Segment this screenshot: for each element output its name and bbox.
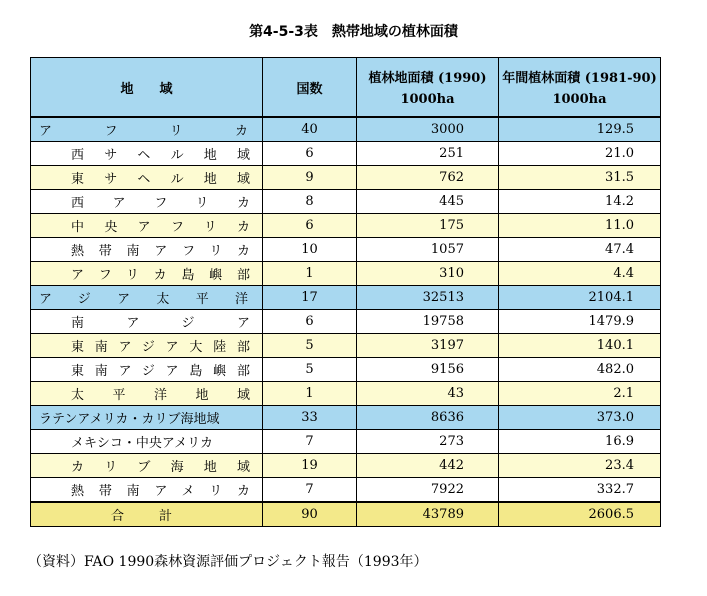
region-name-cell xyxy=(31,214,263,238)
subregion-row xyxy=(31,478,661,503)
annual-cell: 23.4 xyxy=(499,454,661,478)
header-area xyxy=(357,58,499,118)
header-area-title: 植林地面積 (1990) xyxy=(368,71,487,86)
region-name-cell xyxy=(31,166,263,190)
countries-cell: 1 xyxy=(263,382,357,406)
region-name-cell xyxy=(31,262,263,286)
region-name-cell xyxy=(31,190,263,214)
region-name: 東サヘル地域 xyxy=(71,172,250,187)
countries-cell: 17 xyxy=(263,286,357,310)
countries-cell: 33 xyxy=(263,406,357,430)
area-cell: 43 xyxy=(357,382,499,406)
region-name-cell xyxy=(31,358,263,382)
annual-cell: 14.2 xyxy=(499,190,661,214)
countries-cell: 10 xyxy=(263,238,357,262)
total-label-cell xyxy=(31,502,263,527)
region-name-cell xyxy=(31,310,263,334)
area-cell: 1057 xyxy=(357,238,499,262)
area-cell: 19758 xyxy=(357,310,499,334)
countries-cell: 5 xyxy=(263,334,357,358)
total-annual: 2606.5 xyxy=(499,502,661,527)
header-row xyxy=(31,58,661,118)
countries-cell: 7 xyxy=(263,430,357,454)
total-row xyxy=(31,502,661,527)
annual-cell: 129.5 xyxy=(499,117,661,142)
subregion-row xyxy=(31,238,661,262)
annual-cell: 11.0 xyxy=(499,214,661,238)
subregion-row xyxy=(31,430,661,454)
table-body xyxy=(31,117,661,527)
subregion-row xyxy=(31,334,661,358)
header-region: 地 域 xyxy=(31,58,263,118)
region-name-cell xyxy=(31,142,263,166)
subregion-row xyxy=(31,262,661,286)
header-annual-unit: 1000ha xyxy=(552,92,607,107)
region-name: ラテンアメリカ・カリブ海地域 xyxy=(39,412,220,427)
region-name: 太平洋地域 xyxy=(71,388,250,403)
reforestation-table xyxy=(30,57,661,527)
region-name: 中央アフリカ xyxy=(71,220,250,235)
annual-cell: 332.7 xyxy=(499,478,661,503)
countries-cell: 9 xyxy=(263,166,357,190)
annual-cell: 373.0 xyxy=(499,406,661,430)
region-name: 西アフリカ xyxy=(71,196,250,211)
countries-cell: 7 xyxy=(263,478,357,503)
subregion-row xyxy=(31,214,661,238)
annual-cell: 31.5 xyxy=(499,166,661,190)
area-cell: 32513 xyxy=(357,286,499,310)
region-name: アフリカ島嶼部 xyxy=(71,268,250,283)
area-cell: 762 xyxy=(357,166,499,190)
subregion-row xyxy=(31,358,661,382)
region-name: 南アジア xyxy=(71,316,250,331)
annual-cell: 2104.1 xyxy=(499,286,661,310)
region-name-cell xyxy=(31,478,263,503)
countries-cell: 1 xyxy=(263,262,357,286)
total-area: 43789 xyxy=(357,502,499,527)
header-annual xyxy=(499,58,661,118)
region-name-cell xyxy=(31,117,263,142)
header-area-unit: 1000ha xyxy=(400,92,455,107)
annual-cell: 140.1 xyxy=(499,334,661,358)
subregion-row xyxy=(31,142,661,166)
countries-cell: 19 xyxy=(263,454,357,478)
region-row xyxy=(31,286,661,310)
region-name: アフリカ xyxy=(39,124,248,139)
source-note: （資料）FAO 1990森林資源評価プロジェクト報告（1993年） xyxy=(28,554,428,570)
header-annual-title: 年間植林面積 (1981-90) xyxy=(502,71,657,86)
region-name: アジア太平洋 xyxy=(39,292,248,307)
region-name-cell xyxy=(31,406,263,430)
subregion-row xyxy=(31,454,661,478)
area-cell: 3000 xyxy=(357,117,499,142)
area-cell: 3197 xyxy=(357,334,499,358)
region-name-cell xyxy=(31,238,263,262)
header-countries: 国数 xyxy=(263,58,357,118)
countries-cell: 8 xyxy=(263,190,357,214)
region-name-cell xyxy=(31,286,263,310)
area-cell: 310 xyxy=(357,262,499,286)
countries-cell: 40 xyxy=(263,117,357,142)
region-name-cell xyxy=(31,454,263,478)
region-row xyxy=(31,406,661,430)
area-cell: 273 xyxy=(357,430,499,454)
region-name: 東南アジア島嶼部 xyxy=(71,364,250,379)
subregion-row xyxy=(31,310,661,334)
countries-cell: 6 xyxy=(263,214,357,238)
region-name-cell xyxy=(31,430,263,454)
region-name: カリブ海地域 xyxy=(71,460,250,475)
annual-cell: 1479.9 xyxy=(499,310,661,334)
region-name: メキシコ・中央アメリカ xyxy=(71,436,213,451)
subregion-row xyxy=(31,382,661,406)
region-name: 熱帯南アフリカ xyxy=(71,244,250,259)
area-cell: 175 xyxy=(357,214,499,238)
countries-cell: 5 xyxy=(263,358,357,382)
total-countries: 90 xyxy=(263,502,357,527)
area-cell: 9156 xyxy=(357,358,499,382)
annual-cell: 2.1 xyxy=(499,382,661,406)
area-cell: 7922 xyxy=(357,478,499,503)
area-cell: 251 xyxy=(357,142,499,166)
area-cell: 442 xyxy=(357,454,499,478)
table-title: 第4-5-3表 熱帯地域の植林面積 xyxy=(249,24,458,40)
annual-cell: 47.4 xyxy=(499,238,661,262)
countries-cell: 6 xyxy=(263,310,357,334)
annual-cell: 16.9 xyxy=(499,430,661,454)
annual-cell: 482.0 xyxy=(499,358,661,382)
region-name-cell xyxy=(31,382,263,406)
region-name: 東南アジア大陸部 xyxy=(71,340,250,355)
countries-cell: 6 xyxy=(263,142,357,166)
annual-cell: 21.0 xyxy=(499,142,661,166)
region-name: 西サヘル地域 xyxy=(71,148,250,163)
area-cell: 445 xyxy=(357,190,499,214)
region-row xyxy=(31,117,661,142)
subregion-row xyxy=(31,166,661,190)
total-label: 合計 xyxy=(111,509,172,524)
region-name-cell xyxy=(31,334,263,358)
subregion-row xyxy=(31,190,661,214)
annual-cell: 4.4 xyxy=(499,262,661,286)
area-cell: 8636 xyxy=(357,406,499,430)
region-name: 熱帯南アメリカ xyxy=(71,484,250,499)
